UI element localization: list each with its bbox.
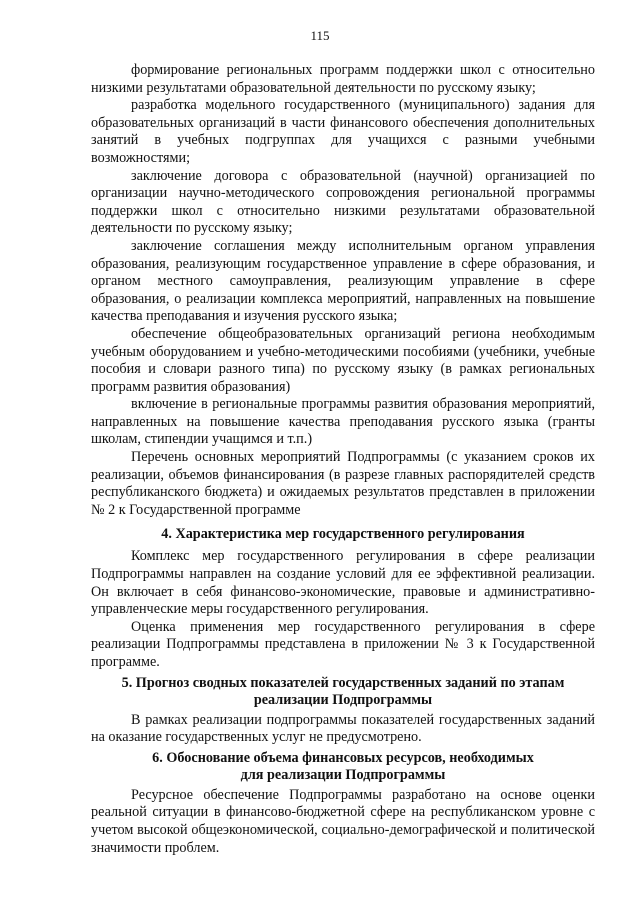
section-4-paragraph-2: Оценка применения мер государственного регулирования в сфере реализации Подпрограммы представлена в приложении № 3 к Государственной программе.: [91, 618, 595, 670]
paragraph-equipment-provision: обеспечение общеобразовательных организаций региона необходимым учебным оборудованием и учебно-методическими пособиями (учебники, учебные пособия и словари разного типа) по русскому языку (в рамках региональных программ развития образования): [91, 325, 595, 395]
section-5-heading-line-2: реализации Подпрограммы: [253, 691, 433, 708]
paragraph-activities-list: Перечень основных мероприятий Подпрограммы (с указанием сроков их реализации, объемов финансирования (в разрезе главных распорядителей средств республиканского бюджета) и ожидаемых результатов представлен в приложении № 2 к Государственной программе: [91, 449, 595, 518]
section-4-paragraph-1: Комплекс мер государственного регулирования в сфере реализации Подпрограммы направлен на создание условий для ее эффективной реализации. Он включает в себя финансово-экономические, правовые и административно-управленческие меры государственного регулирования.: [91, 548, 595, 618]
page-number: 115: [310, 28, 330, 43]
paragraph-contract-scientific-org: заключение договора с образовательной (научной) организацией по организации научно-методического сопровождения региональной программы поддержки школ с относительно низкими результатами образовательной деятельности по русскому языку;: [91, 167, 595, 237]
paragraph-agreement-local-government: заключение соглашения между исполнительным органом управления образования, реализующим государственное управление в сфере образования, и органом местного самоуправления, реализующим управление в сфере образования, о реализации комплекса мероприятий, направленных на повышение качества преподавания и изучения русского языка;: [91, 237, 595, 325]
paragraph-regional-programs: формирование региональных программ поддержки школ с относительно низкими результатами образовательной деятельности по русскому языку;: [91, 62, 595, 96]
section-5-heading-line-1: 5. Прогноз сводных показателей государственных заданий по этапам: [121, 674, 565, 691]
section-4-heading: 4. Характеристика мер государственного регулирования: [161, 526, 525, 543]
section-5-paragraph-1: В рамках реализации подпрограммы показателей государственных заданий на оказание государственных услуг не предусмотрено.: [91, 711, 595, 746]
section-6-heading-line-2: для реализации Подпрограммы: [240, 766, 446, 783]
paragraph-inclusion-programs: включение в региональные программы развития образования мероприятий, направленных на повышение качества преподавания русского языка (гранты школам, стипендии учащимся и т.п.): [91, 396, 595, 448]
document-body: [91, 62, 595, 857]
section-6-heading: [91, 750, 595, 784]
paragraph-model-assignment: разработка модельного государственного (муниципального) задания для образовательных организаций в части финансового обеспечения дополнительных занятий в учебных подгруппах для учащихся с разными учебными возможностями;: [91, 97, 595, 166]
section-5-heading: [91, 675, 595, 709]
section-6-paragraph-1: Ресурсное обеспечение Подпрограммы разработано на основе оценки реальной ситуации в финансово-бюджетной сфере на республиканском уровне с учетом высокой общеэкономической, социально-демографической и политической значимости проблем.: [91, 786, 595, 856]
section-6-heading-line-1: 6. Обоснование объема финансовых ресурсов, необходимых: [152, 749, 534, 766]
